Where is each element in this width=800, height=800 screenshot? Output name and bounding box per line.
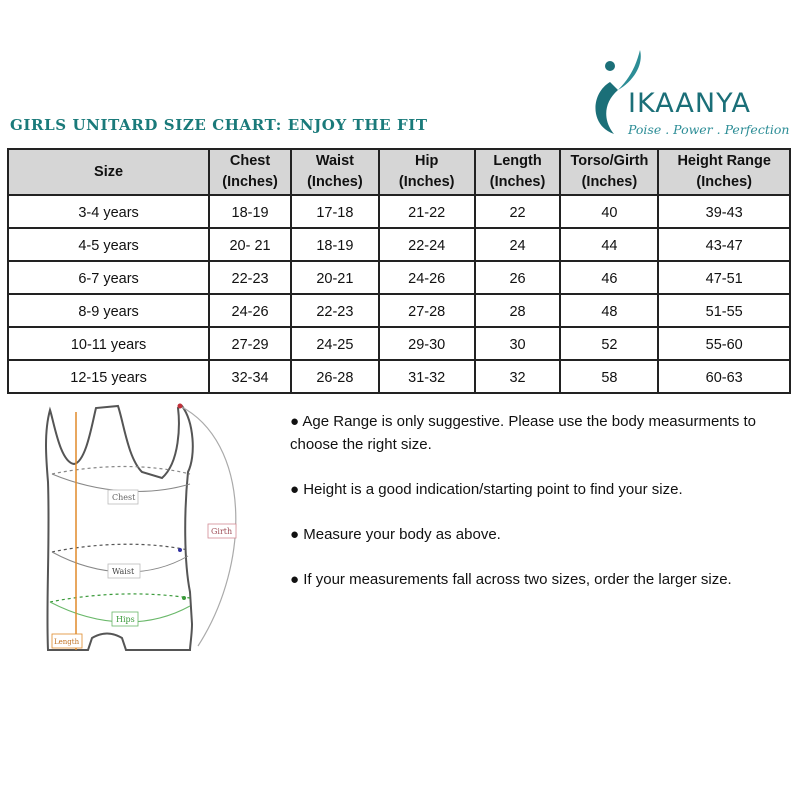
cell-torso-girth: 44 [560, 228, 658, 261]
size-chart-table [7, 148, 791, 394]
note-age-range: ● Age Range is only suggestive. Please use the body measurments to choose the right size. [290, 413, 756, 453]
note-height: ● Height is a good indication/starting point to find your size. [290, 481, 683, 498]
cell-height-range: 51-55 [658, 294, 790, 327]
cell-hip: 29-30 [379, 327, 475, 360]
cell-chest: 18-19 [209, 195, 291, 228]
header-chest: Chest (Inches) [209, 149, 291, 195]
header-waist: Waist (Inches) [291, 149, 379, 195]
cell-hip: 24-26 [379, 261, 475, 294]
cell-torso-girth: 46 [560, 261, 658, 294]
table-row [8, 228, 790, 261]
cell-hip: 27-28 [379, 294, 475, 327]
cell-height-range: 39-43 [658, 195, 790, 228]
cell-length: 26 [475, 261, 561, 294]
cell-chest: 22-23 [209, 261, 291, 294]
table-row [8, 327, 790, 360]
cell-hip: 31-32 [379, 360, 475, 393]
cell-length: 24 [475, 228, 561, 261]
cell-torso-girth: 48 [560, 294, 658, 327]
girth-label: Girth [211, 527, 233, 536]
length-label: Length [54, 638, 80, 646]
table-row [8, 261, 790, 294]
cell-waist: 20-21 [291, 261, 379, 294]
cell-torso-girth: 40 [560, 195, 658, 228]
hips-line [50, 594, 190, 602]
header-torso-girth: Torso/Girth (Inches) [560, 149, 658, 195]
cell-size: 10-11 years [8, 327, 209, 360]
cell-length: 30 [475, 327, 561, 360]
cell-chest: 20- 21 [209, 228, 291, 261]
cell-chest: 27-29 [209, 327, 291, 360]
cell-waist: 18-19 [291, 228, 379, 261]
cell-waist: 22-23 [291, 294, 379, 327]
cell-height-range: 43-47 [658, 228, 790, 261]
cell-height-range: 47-51 [658, 261, 790, 294]
table-header-row [8, 149, 790, 195]
table-row [8, 294, 790, 327]
measurement-diagram [30, 402, 248, 664]
note-measure: ● Measure your body as above. [290, 526, 501, 543]
cell-size: 4-5 years [8, 228, 209, 261]
cell-chest: 32-34 [209, 360, 291, 393]
brand-name: IKAANYA [628, 88, 751, 119]
header-size: Size [8, 149, 209, 195]
header-hip: Hip (Inches) [379, 149, 475, 195]
note-larger-size: ● If your measurements fall across two sizes, order the larger size. [290, 571, 732, 588]
chest-label: Chest [112, 493, 136, 502]
table-row [8, 360, 790, 393]
cell-length: 32 [475, 360, 561, 393]
cell-torso-girth: 58 [560, 360, 658, 393]
cell-length: 28 [475, 294, 561, 327]
cell-size: 6-7 years [8, 261, 209, 294]
table-row [8, 195, 790, 228]
cell-length: 22 [475, 195, 561, 228]
waist-line [52, 544, 188, 552]
cell-waist: 26-28 [291, 360, 379, 393]
cell-size: 3-4 years [8, 195, 209, 228]
cell-height-range: 55-60 [658, 327, 790, 360]
header-length: Length (Inches) [475, 149, 561, 195]
cell-chest: 24-26 [209, 294, 291, 327]
cell-hip: 21-22 [379, 195, 475, 228]
cell-waist: 24-25 [291, 327, 379, 360]
chart-title: GIRLS UNITARD SIZE CHART: ENJOY THE FIT [10, 116, 428, 134]
cell-size: 12-15 years [8, 360, 209, 393]
waist-label: Waist [112, 567, 135, 576]
cell-torso-girth: 52 [560, 327, 658, 360]
cell-hip: 22-24 [379, 228, 475, 261]
cell-size: 8-9 years [8, 294, 209, 327]
notes-list [290, 410, 785, 613]
hips-label: Hips [116, 615, 135, 624]
brand-tagline: Poise . Power . Perfection [628, 122, 790, 137]
cell-height-range: 60-63 [658, 360, 790, 393]
cell-waist: 17-18 [291, 195, 379, 228]
header-height-range: Height Range (Inches) [658, 149, 790, 195]
